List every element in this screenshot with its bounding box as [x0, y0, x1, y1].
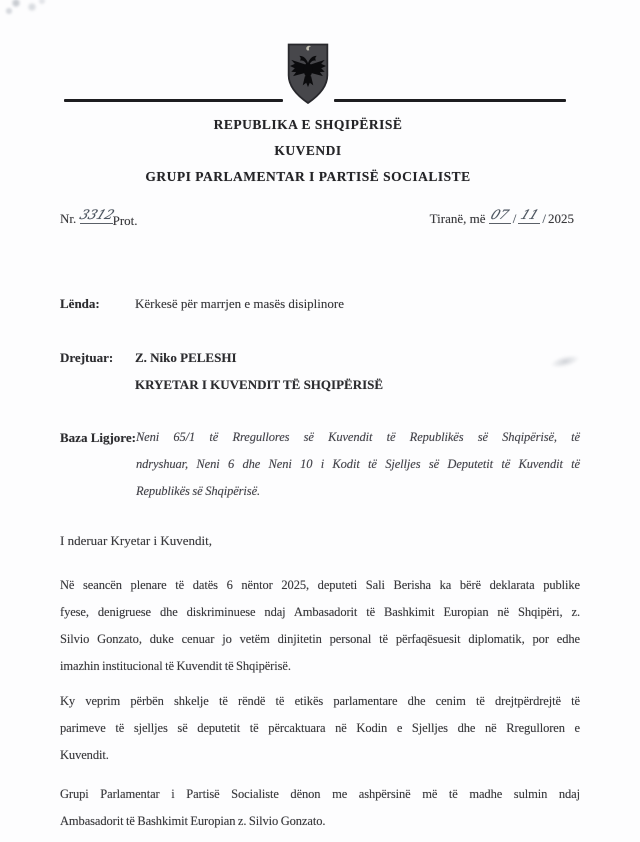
legal-basis-label: Baza Ligjore: — [60, 430, 136, 445]
subject-value: Kërkesë për marrjen e masës disiplinore — [135, 296, 345, 311]
text-line: Republikës së Shqipërisë. — [135, 484, 261, 498]
salutation: I nderuar Kryetar i Kuvendit, — [60, 533, 212, 548]
nr-label: Nr. — [60, 211, 77, 226]
text-line: Në seancën plenare të datës 6 nëntor 2025, deputeti Sali Berisha ka bërë deklarata publike — [60, 578, 580, 592]
handwritten-month: 11 — [518, 208, 541, 223]
date-separator: / — [512, 211, 517, 226]
date-separator: / — [542, 211, 546, 226]
addressee-name: Z. Niko PELESHI — [135, 350, 237, 365]
text-line: imazhin institucional të Kuvendit të Shqipërisë. — [60, 659, 291, 673]
republic-title: REPUBLIKA E SHQIPËRISË — [213, 117, 403, 132]
text-line: parimeve të sjelljes së deputetit të përcaktuara në Kodin e Sjelljes dhe në Rregulloren e — [60, 721, 580, 735]
letterhead — [0, 112, 616, 190]
text-line: Silvio Gonzato, duke cenuar jo vetëm dinjitetin personal të përfaqësuesit diplomatik, por edhe — [60, 632, 580, 646]
text-line: ndryshuar, Neni 6 dhe Neni 10 i Kodit të Sjelljes së Deputetit të Kuvendit të — [135, 457, 580, 471]
year: 2025 — [548, 211, 574, 226]
text-line: Kuvendit. — [60, 748, 109, 762]
place-label: Tiranë, më — [429, 211, 486, 226]
subject-row — [60, 290, 580, 317]
parliamentary-group-title: GRUPI PARLAMENTAR I PARTISË SOCIALISTE — [145, 169, 471, 184]
addressee-title: KRYETAR I KUVENDIT TË SHQIPËRISË — [135, 377, 384, 392]
handwritten-protocol-number: 3312 — [76, 208, 116, 223]
addressee-row — [60, 344, 580, 398]
handwritten-day: 07 — [488, 208, 512, 223]
text-line: Ky veprim përbën shkelje të rëndë të etikës parlamentare dhe cenim të drejtpërdrejtë të — [60, 694, 580, 708]
body-paragraph — [60, 572, 580, 680]
text-line: Ambasadorit të Bashkimit Europian z. Silvio Gonzato. — [60, 814, 326, 828]
protocol-row — [60, 208, 574, 241]
letterhead-divider-right — [334, 99, 566, 102]
letterhead-divider-left — [64, 99, 283, 102]
text-line: Neni 65/1 të Rregullores së Kuvendit të Republikës së Shqipërisë, të — [135, 430, 580, 444]
albania-coat-of-arms-icon — [286, 42, 330, 105]
text-line: Grupi Parlamentar i Partisë Socialiste dënon me ashpërsinë më të madhe sulmin ndaj — [60, 787, 580, 801]
subject-label: Lënda: — [60, 296, 100, 311]
institution-title: KUVENDI — [274, 143, 342, 158]
legal-basis-text — [136, 424, 580, 505]
legal-basis-row — [60, 424, 580, 505]
protocol-number — [60, 208, 138, 241]
scan-artifact-top-left — [2, 0, 50, 20]
body-paragraph — [60, 688, 580, 769]
text-line: fyese, denigruese dhe diskriminuese ndaj Ambasadorit të Bashkimit Europian në Shqipëri, z. — [60, 605, 580, 619]
addressee-label: Drejtuar: — [60, 350, 114, 365]
place-date — [429, 208, 574, 241]
body-paragraph — [60, 781, 580, 835]
addressee-value — [135, 344, 580, 398]
prot-label: Prot. — [112, 213, 138, 228]
